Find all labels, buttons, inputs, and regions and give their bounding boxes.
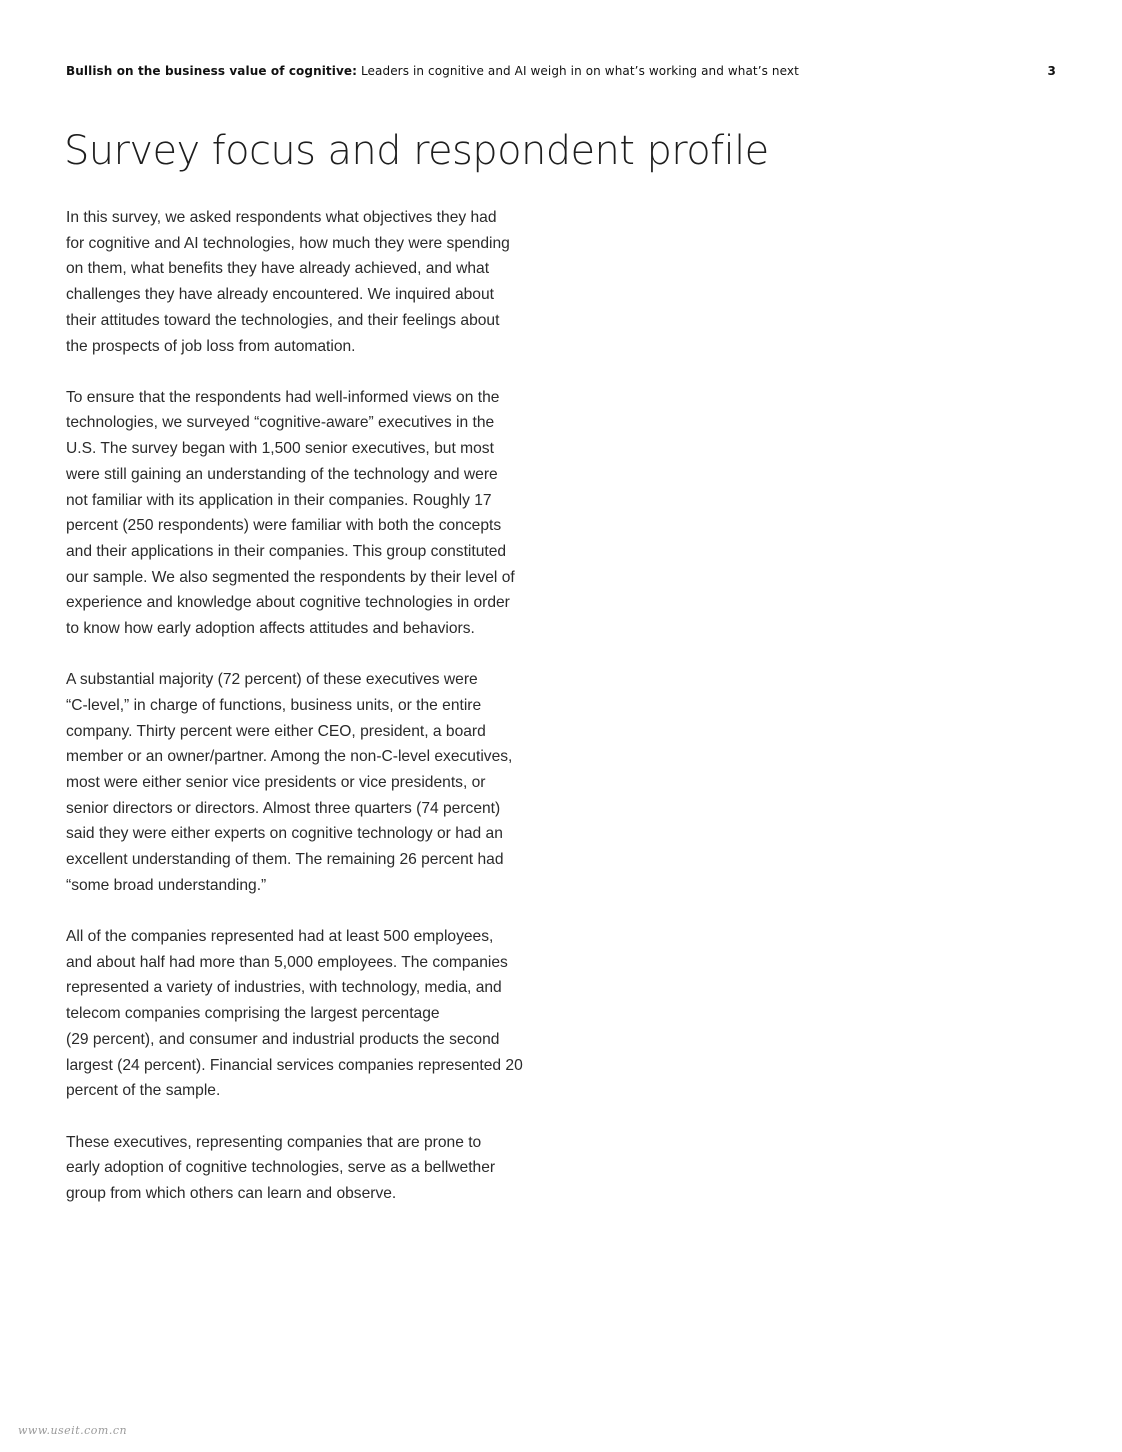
text-line: and about half had more than 5,000 employees. The companies: [66, 953, 508, 971]
text-line: and their applications in their companies. This group constituted: [66, 542, 507, 560]
text-line: said they were either experts on cognitive technology or had an: [66, 825, 503, 843]
running-header: [66, 62, 1056, 80]
paragraph-bellwether: [66, 1130, 566, 1207]
page-title: Survey focus and respondent profile: [64, 128, 769, 174]
paragraph-executive-levels: [66, 667, 566, 898]
text-line: senior directors or directors. Almost three quarters (74 percent): [66, 799, 501, 817]
text-line: on them, what benefits they have already achieved, and what: [66, 260, 490, 278]
text-line: excellent understanding of them. The remaining 26 percent had: [66, 851, 504, 869]
text-line: experience and knowledge about cognitive technologies in order: [66, 594, 510, 612]
text-line: member or an owner/partner. Among the non-C-level executives,: [66, 748, 513, 766]
text-line: U.S. The survey began with 1,500 senior executives, but most: [66, 440, 494, 458]
header-title-bold: Bullish on the business value of cognitive:: [66, 64, 358, 78]
text-line: early adoption of cognitive technologies, serve as a bellwether: [66, 1159, 496, 1177]
text-line: challenges they have already encountered. We inquired about: [66, 286, 494, 304]
text-line: not familiar with its application in their companies. Roughly 17: [66, 491, 492, 509]
text-line: group from which others can learn and observe.: [66, 1184, 397, 1202]
text-line: percent of the sample.: [66, 1082, 221, 1100]
text-line: most were either senior vice presidents or vice presidents, or: [66, 774, 486, 792]
paragraph-survey-objectives: [66, 205, 566, 359]
text-line: were still gaining an understanding of the technology and were: [66, 465, 498, 483]
text-line: All of the companies represented had at least 500 employees,: [66, 928, 494, 946]
text-line: A substantial majority (72 percent) of these executives were: [66, 671, 478, 689]
text-line: technologies, we surveyed “cognitive-aware” executives in the: [66, 414, 495, 432]
text-line: To ensure that the respondents had well-informed views on the: [66, 388, 500, 406]
text-line: These executives, representing companies that are prone to: [66, 1133, 482, 1151]
page-number: 3: [1047, 64, 1056, 78]
header-title-rest: Leaders in cognitive and AI weigh in on what’s working and what’s next: [357, 64, 799, 78]
text-line: “C-level,” in charge of functions, business units, or the entire: [66, 696, 482, 714]
text-line: the prospects of job loss from automation.: [66, 337, 356, 355]
text-line: telecom companies comprising the largest percentage: [66, 1005, 440, 1023]
text-line: to know how early adoption affects attitudes and behaviors.: [66, 620, 475, 638]
text-line: company. Thirty percent were either CEO, president, a board: [66, 722, 486, 740]
text-line: largest (24 percent). Financial services companies represented 20: [66, 1056, 523, 1074]
text-line: represented a variety of industries, with technology, media, and: [66, 979, 502, 997]
text-line: “some broad understanding.”: [66, 876, 267, 894]
header-title: [66, 62, 799, 80]
text-line: (29 percent), and consumer and industrial products the second: [66, 1030, 500, 1048]
text-line: for cognitive and AI technologies, how much they were spending: [66, 234, 510, 252]
text-line: our sample. We also segmented the respondents by their level of: [66, 568, 515, 586]
text-line: their attitudes toward the technologies, and their feelings about: [66, 311, 500, 329]
text-line: percent (250 respondents) were familiar with both the concepts: [66, 517, 502, 535]
watermark: www.useit.com.cn: [18, 1424, 128, 1437]
paragraph-company-profile: [66, 924, 566, 1104]
body-text: [66, 205, 566, 1232]
text-line: In this survey, we asked respondents what objectives they had: [66, 209, 497, 226]
paragraph-sample-selection: [66, 385, 566, 642]
